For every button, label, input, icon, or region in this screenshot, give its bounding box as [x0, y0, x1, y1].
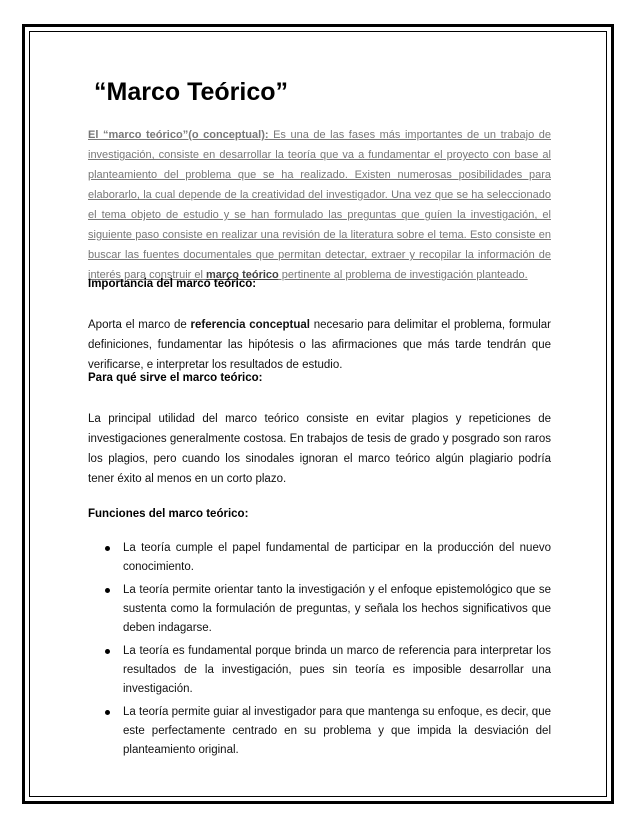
paragraph-importancia [88, 315, 551, 375]
bullet-icon [105, 546, 110, 551]
importancia-text-1: Aporta el marco de [88, 319, 191, 331]
intro-paragraph [88, 125, 551, 285]
paragraph-para-que-sirve: La principal utilidad del marco teórico consiste en evitar plagios y repeticiones de investigaciones generalmente costosa. En trabajos de tesis de grado y posgrado son raros los plagios, pero cuando los sinodales ignoran el marco teórico algún plagiario podría tener éxito al menos en un corto plazo. [88, 413, 551, 485]
document-title: “Marco Teórico” [94, 78, 289, 106]
intro-bold-term: marco teórico [206, 269, 279, 281]
intro-text-1: Es una de las fases más importantes de un trabajo de investigación, consiste en desarrollar la teoría que va a fundamentar el proyecto con base al planteamiento del problema que se ha realizado. Existen numerosas posibilidades para elaborarlo, la cual depende de la creatividad del investigador. Una vez que se ha seleccionado el tema objeto de estudio y se han formulado las preguntas que guíen la investigación, el siguiente paso consiste en realizar una revisión de la literatura sobre el tema. Esto consiste en buscar las fuentes documentales que permitan detectar, extraer y recopilar la información de interés para construir el [88, 129, 551, 281]
bullet-icon [105, 710, 110, 715]
heading-para-que-sirve: Para qué sirve el marco teórico: [88, 372, 263, 384]
heading-importancia: Importancia del marco teórico: [88, 278, 257, 290]
heading-funciones: Funciones del marco teórico: [88, 508, 249, 520]
funciones-list [101, 539, 551, 764]
list-item: La teoría es fundamental porque brinda un marco de referencia para interpretar los resultados de la investigación, pues sin teoría es imposible desarrollar una investigación. [101, 642, 551, 699]
intro-lead: El “marco teórico”(o conceptual): [88, 129, 269, 141]
bullet-icon [105, 649, 110, 654]
list-item: La teoría permite guiar al investigador para que mantenga su enfoque, es decir, que este perfectamente centrado en su problema y que impida la desviación del planteamiento original. [101, 703, 551, 760]
importancia-bold: referencia conceptual [190, 319, 310, 331]
list-item: La teoría permite orientar tanto la investigación y el enfoque epistemológico que se sustenta como la formulación de preguntas, y señala los hechos significativos que deben indagarse. [101, 581, 551, 638]
importancia-text-2: necesario para delimitar el problema, formular definiciones, fundamentar las hipótesis o las afirmaciones que más tarde tendrán que verificarse, e interpretar los resultados de estudio. [88, 319, 551, 371]
intro-text-2: pertinente al problema de investigación planteado. [278, 269, 528, 281]
bullet-icon [105, 588, 110, 593]
list-item: La teoría cumple el papel fundamental de participar en la producción del nuevo conocimiento. [101, 539, 551, 577]
